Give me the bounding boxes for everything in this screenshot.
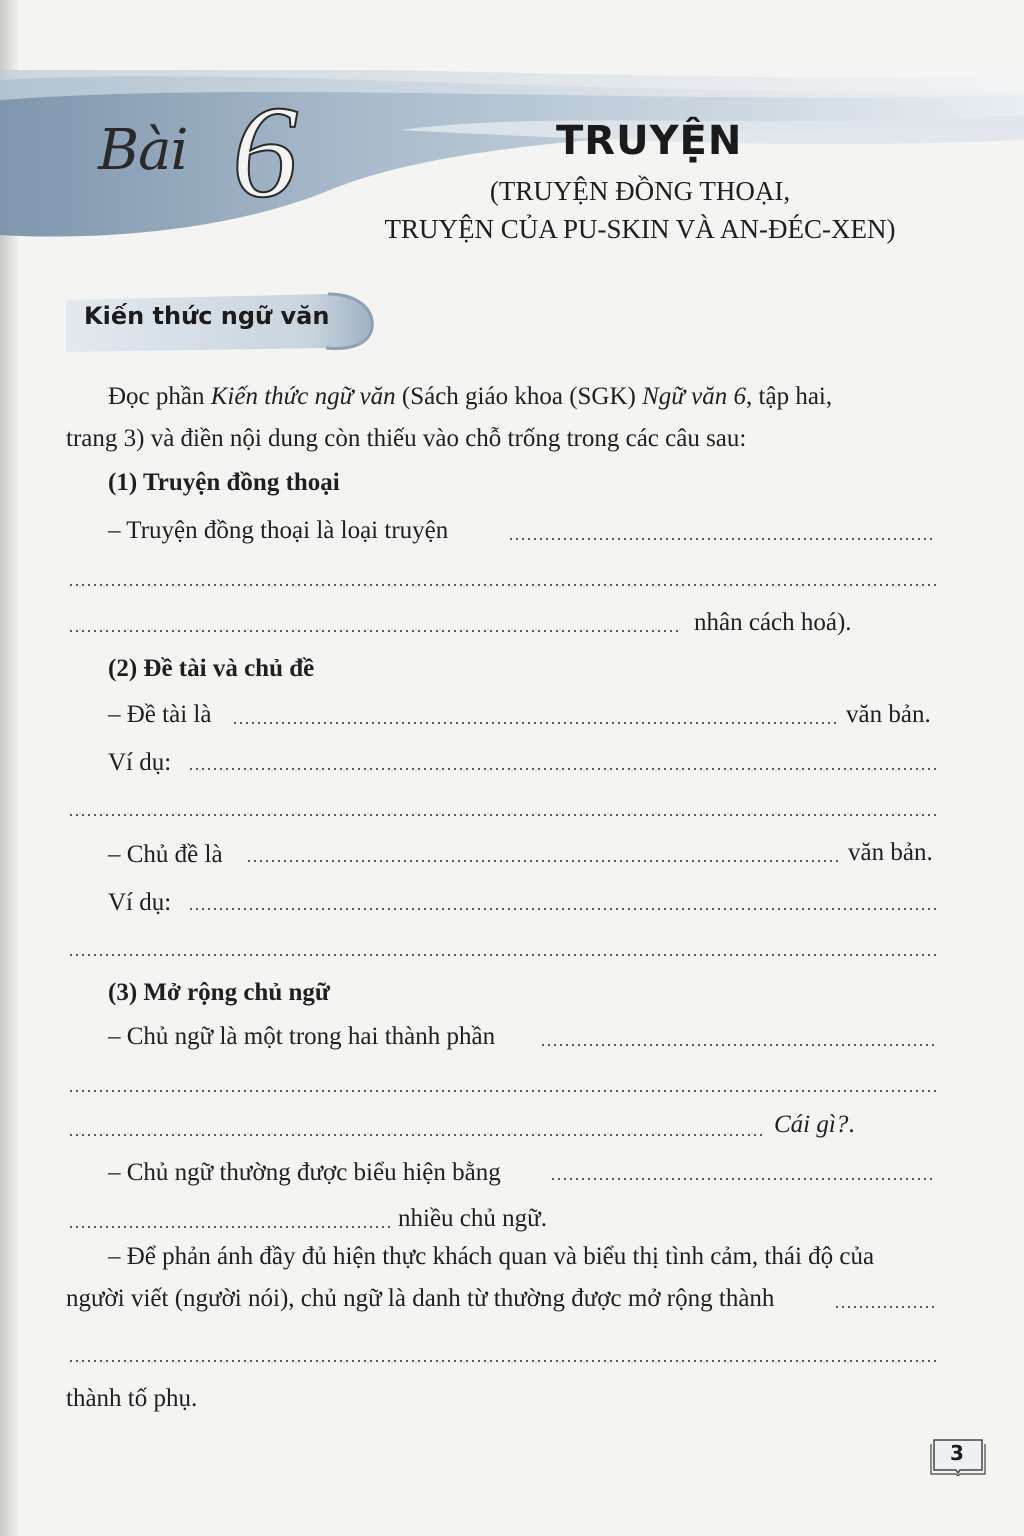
blank-line — [508, 538, 936, 540]
part2-example-1: Ví dụ: — [108, 749, 172, 776]
lesson-subtitle — [350, 172, 930, 248]
blank-line — [68, 1226, 390, 1228]
part3-line-7: người viết (người nói), chủ ngữ là danh từ thường được mở rộng thành — [66, 1285, 775, 1312]
part2-example-2: Ví dụ: — [108, 889, 172, 916]
blank-line — [246, 860, 840, 862]
blank-line — [68, 954, 936, 956]
blank-line — [68, 584, 936, 586]
blank-line — [68, 1360, 936, 1362]
blank-line — [540, 1044, 936, 1046]
blank-line — [232, 722, 838, 724]
part3-line-9: thành tố phụ. — [66, 1385, 198, 1412]
part3-line-1: – Chủ ngữ là một trong hai thành phần — [108, 1023, 496, 1050]
blank-line — [68, 1134, 766, 1136]
subtitle-line-2: TRUYỆN CỦA PU-SKIN VÀ AN-ĐÉC-XEN) — [384, 214, 896, 244]
blank-line — [68, 814, 936, 816]
blank-line — [68, 630, 680, 632]
part1-line-1: – Truyện đồng thoại là loại truyện — [108, 517, 449, 544]
blank-line — [68, 1090, 936, 1092]
lesson-number: 6 — [232, 78, 298, 225]
lesson-label: Bài — [98, 118, 188, 183]
part3-line-6: – Để phản ánh đầy đủ hiện thực khách quan và biểu thị tình cảm, thái độ của — [108, 1243, 875, 1270]
part1-line-3-end: nhân cách hoá). — [694, 609, 852, 636]
part3-line-4: – Chủ ngữ thường được biểu hiện bằng — [108, 1159, 501, 1186]
part3-line-5-end: nhiều chủ ngữ. — [398, 1205, 547, 1232]
part2-heading: (2) Đề tài và chủ đề — [108, 655, 315, 682]
blank-line — [550, 1178, 936, 1180]
part2-topic: – Đề tài là — [108, 701, 212, 728]
part3-line-3-end: Cái gì?. — [774, 1111, 855, 1138]
part2-theme: – Chủ đề là — [108, 841, 223, 868]
lesson-title: TRUYỆN — [556, 118, 743, 164]
subtitle-line-1: (TRUYỆN ĐỒNG THOẠI, — [489, 176, 791, 206]
blank-line — [834, 1306, 936, 1308]
page-number: 3 — [950, 1441, 964, 1465]
part2-topic-end: văn bản. — [846, 701, 931, 728]
section-heading: Kiến thức ngữ văn — [84, 302, 330, 330]
intro-line-2: trang 3) và điền nội dung còn thiếu vào chỗ trống trong các câu sau: — [66, 425, 747, 452]
blank-line — [188, 768, 936, 770]
part3-heading: (3) Mở rộng chủ ngữ — [108, 979, 330, 1006]
intro-line-1: Đọc phần Kiến thức ngữ văn (Sách giáo khoa (SGK) Ngữ văn 6, tập hai, — [108, 383, 833, 410]
part1-heading: (1) Truyện đồng thoại — [108, 469, 340, 496]
part2-theme-end: văn bản. — [848, 839, 933, 866]
blank-line — [188, 908, 936, 910]
